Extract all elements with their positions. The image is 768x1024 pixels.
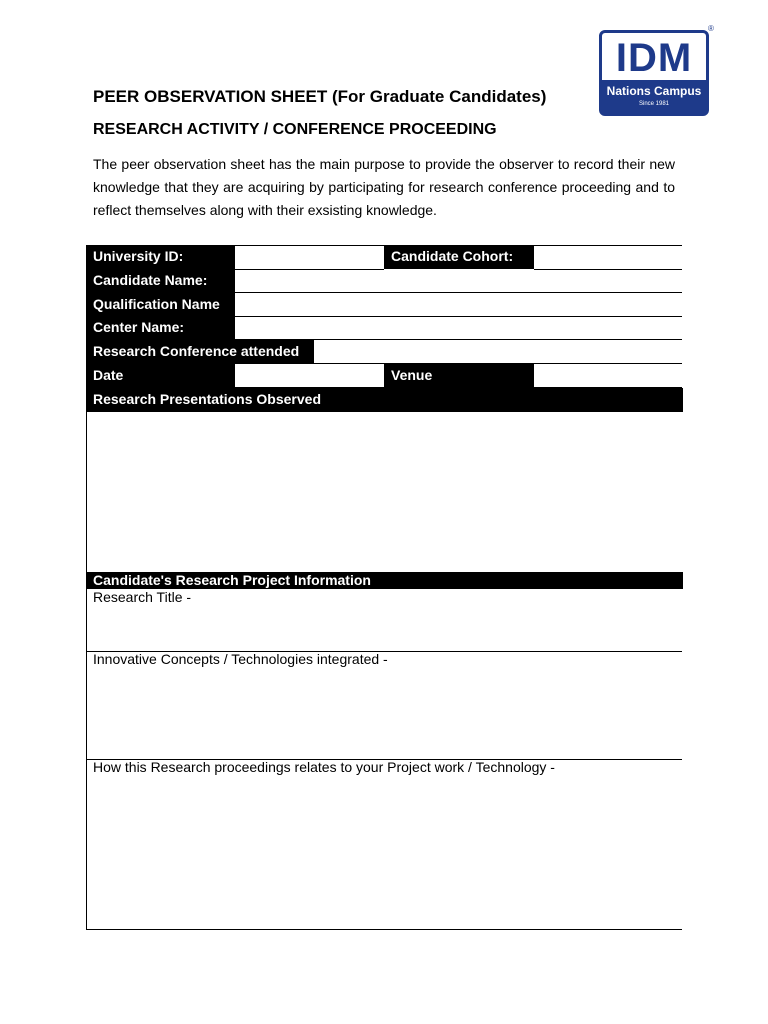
divider xyxy=(235,387,384,388)
venue-field[interactable] xyxy=(534,364,682,388)
idm-logo xyxy=(599,30,709,116)
divider xyxy=(235,292,682,293)
divider xyxy=(235,339,682,340)
label-candidate-cohort: Candidate Cohort: xyxy=(384,245,534,269)
page-subtitle: RESEARCH ACTIVITY / CONFERENCE PROCEEDING xyxy=(93,121,497,138)
label-candidate-name: Candidate Name: xyxy=(86,269,235,293)
logo-subtitle: Nations Campus xyxy=(606,84,702,98)
label-center-name: Center Name: xyxy=(86,316,235,340)
candidate-name-field[interactable] xyxy=(235,269,682,293)
divider xyxy=(235,316,682,317)
date-field[interactable] xyxy=(235,364,384,388)
logo-band xyxy=(602,80,706,113)
logo-since: Since 1981 xyxy=(638,101,670,107)
qualification-name-field[interactable] xyxy=(235,293,682,317)
divider xyxy=(235,269,384,270)
label-research-title: Research Title - xyxy=(93,589,192,605)
divider xyxy=(534,269,682,270)
label-project-info: Candidate's Research Project Information xyxy=(86,572,683,589)
innovative-concepts-area[interactable] xyxy=(87,668,682,758)
label-presentations-observed: Research Presentations Observed xyxy=(86,388,683,412)
label-university-id: University ID: xyxy=(86,245,235,269)
presentations-observed-area[interactable] xyxy=(87,412,682,572)
divider xyxy=(534,245,682,246)
label-research-conference: Research Conference attended xyxy=(86,340,314,364)
center-name-field[interactable] xyxy=(235,316,682,340)
research-conference-field[interactable] xyxy=(314,340,682,364)
page-title: PEER OBSERVATION SHEET (For Graduate Candidates) xyxy=(93,87,547,106)
label-research-relation: How this Research proceedings relates to your Project work / Technology - xyxy=(93,759,555,775)
label-qualification-name: Qualification Name xyxy=(86,293,235,317)
divider xyxy=(534,387,682,388)
research-relation-area[interactable] xyxy=(87,776,682,928)
university-id-field[interactable] xyxy=(235,245,384,269)
divider xyxy=(86,929,682,930)
divider xyxy=(314,363,682,364)
divider xyxy=(235,245,384,246)
label-date: Date xyxy=(86,364,235,388)
intro-paragraph: The peer observation sheet has the main purpose to provide the observer to record their new knowledge that they are acquiring by participating for research conference proceeding and to reflect themselves along with their exsisting knowledge. xyxy=(93,156,675,218)
form-left-border xyxy=(86,411,87,930)
registered-mark-icon: ® xyxy=(708,24,714,33)
label-venue: Venue xyxy=(384,364,534,388)
label-innovative-concepts: Innovative Concepts / Technologies integrated - xyxy=(93,651,388,667)
research-title-area[interactable] xyxy=(87,606,682,650)
candidate-cohort-field[interactable] xyxy=(534,245,682,269)
logo-wordmark: IDM xyxy=(615,36,693,80)
